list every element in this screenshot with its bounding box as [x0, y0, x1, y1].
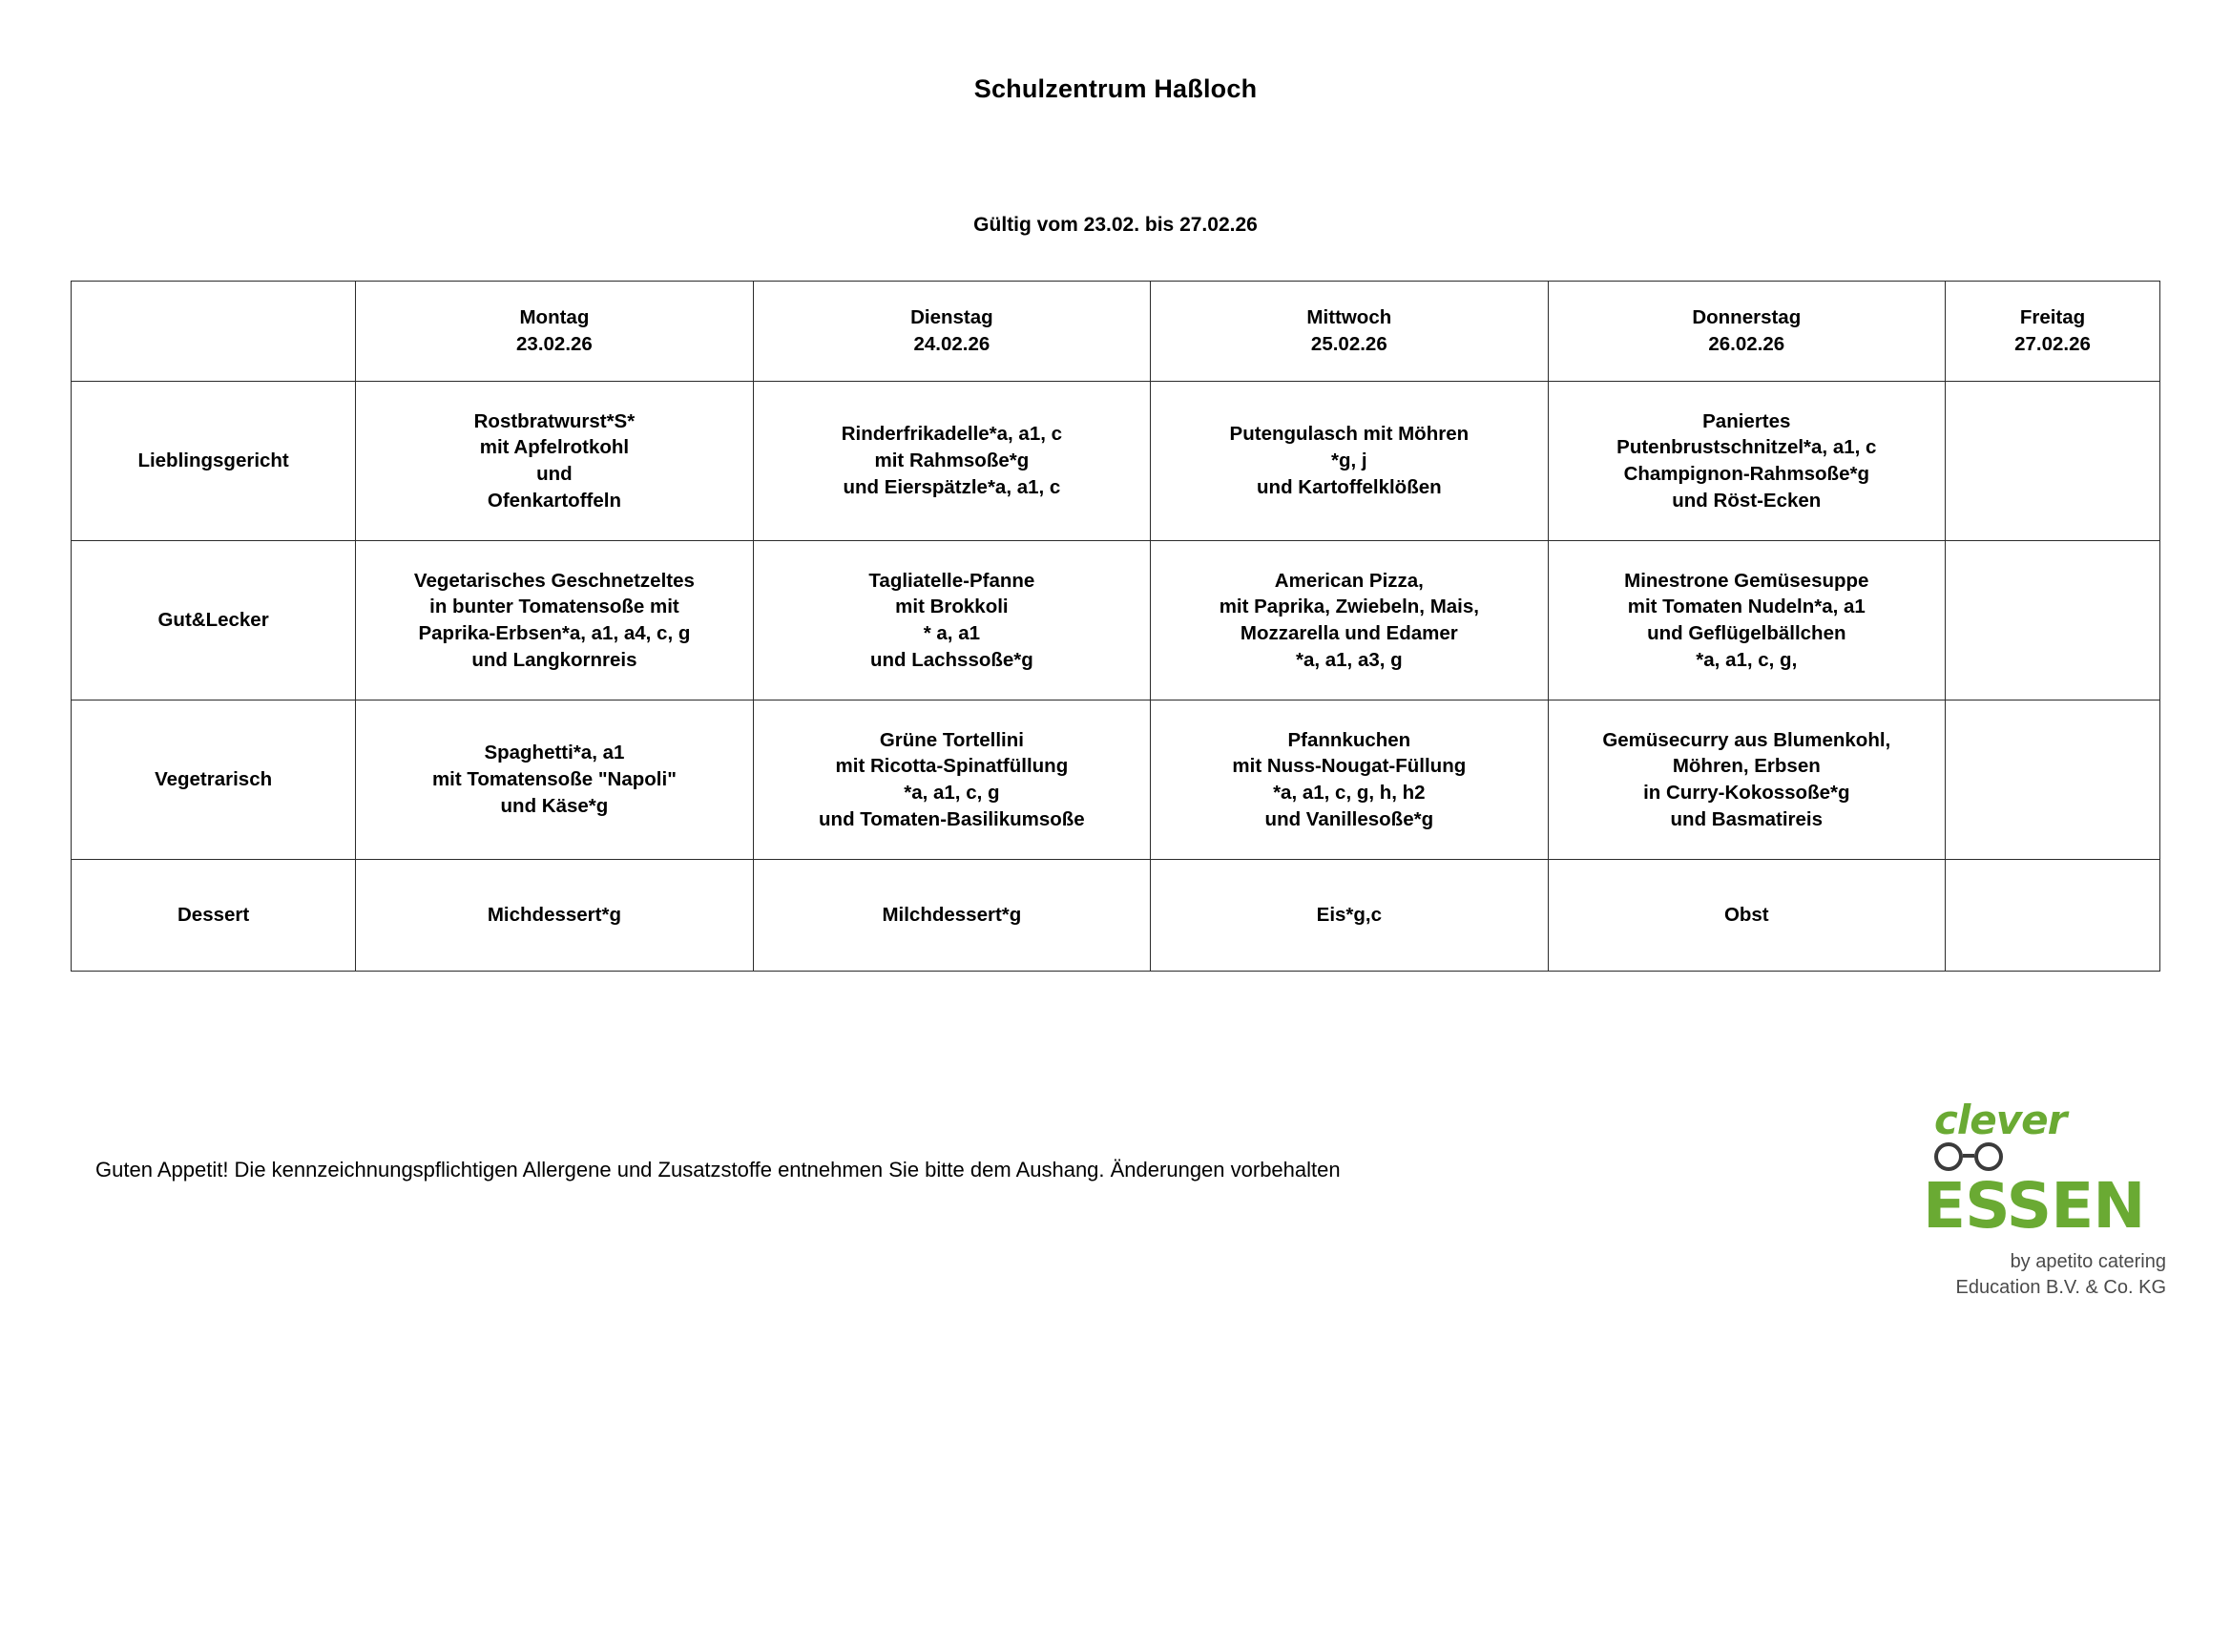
menu-line: Milchdessert*g: [882, 904, 1022, 927]
row-label-gutundlecker: Gut&Lecker: [72, 541, 356, 701]
menu-line: Tagliatelle-Pfanne: [868, 569, 1035, 592]
day-name: Montag: [519, 306, 590, 329]
day-name: Dienstag: [910, 306, 993, 329]
day-date: 24.02.26: [913, 333, 990, 355]
menu-cell-vegetrarisch-freitag: [1946, 701, 2160, 860]
menu-line: und Röst-Ecken: [1672, 489, 1822, 512]
menu-line: und Kartoffelklößen: [1257, 475, 1442, 498]
menu-cell-dessert-mittwoch: [1151, 860, 1548, 972]
logo-subtitle-line2: Education B.V. & Co. KG: [1955, 1277, 2166, 1298]
menu-line: in bunter Tomatensoße mit: [429, 596, 679, 618]
menu-line: und Eierspätzle*a, a1, c: [843, 475, 1061, 498]
menu-line: und Basmatireis: [1670, 807, 1824, 830]
menu-line: mit Nuss-Nougat-Füllung: [1232, 755, 1467, 778]
menu-cell-vegetrarisch-montag: [356, 701, 753, 860]
menu-line: mit Paprika, Zwiebeln, Mais,: [1219, 596, 1479, 618]
menu-line: und Geflügelbällchen: [1647, 622, 1846, 644]
menu-cell-dessert-freitag: [1946, 860, 2160, 972]
page-title: Schulzentrum Haßloch: [973, 74, 1258, 103]
menu-cell-lieblingsgericht-freitag: [1946, 382, 2160, 541]
menu-cell-vegetrarisch-dienstag: [753, 701, 1150, 860]
clever-essen-logo: [1923, 1097, 2166, 1301]
menu-line: Grüne Tortellini: [879, 728, 1024, 751]
menu-line: American Pizza,: [1274, 569, 1424, 592]
row-label-vegetrarisch: Vegetrarisch: [72, 701, 356, 860]
menu-line: und Lachssoße*g: [869, 648, 1033, 671]
menu-line: und Käse*g: [500, 794, 609, 817]
menu-cell-gutundlecker-mittwoch: [1151, 541, 1548, 701]
table-header: [72, 282, 2160, 382]
menu-cell-gutundlecker-montag: [356, 541, 753, 701]
menu-cell-gutundlecker-dienstag: [753, 541, 1150, 701]
menu-cell-gutundlecker-freitag: [1946, 541, 2160, 701]
menu-line: mit Rahmsoße*g: [874, 450, 1030, 472]
menu-line: Spaghetti*a, a1: [484, 742, 625, 764]
menu-line: Vegetarisches Geschnetzeltes: [413, 569, 695, 592]
logo-subtitle-line1: by apetito catering: [2010, 1251, 2166, 1272]
table-row-gutundlecker: [72, 541, 2160, 701]
day-name: Donnerstag: [1692, 306, 1802, 329]
menu-line: und Vanillesoße*g: [1264, 807, 1434, 830]
menu-line: mit Ricotta-Spinatfüllung: [835, 755, 1069, 778]
menu-cell-lieblingsgericht-montag: [356, 382, 753, 541]
menu-line: * a, a1: [923, 622, 981, 644]
table-row-dessert: [72, 860, 2160, 972]
menu-line: Paniertes: [1702, 409, 1791, 432]
day-date: 23.02.26: [516, 333, 593, 355]
table-row-vegetrarisch: [72, 701, 2160, 860]
menu-line: Gemüsecurry aus Blumenkohl,: [1602, 728, 1891, 751]
row-label-dessert: Dessert: [72, 860, 356, 972]
menu-cell-dessert-dienstag: [753, 860, 1150, 972]
weekly-menu-table: [71, 281, 2160, 972]
menu-line: *a, a1, a3, g: [1295, 648, 1403, 671]
day-date: 26.02.26: [1708, 333, 1785, 355]
table-body: [72, 382, 2160, 972]
menu-line: mit Brokkoli: [895, 596, 1009, 618]
day-header-mittwoch: [1151, 282, 1548, 382]
menu-line: in Curry-Kokossoße*g: [1643, 782, 1850, 804]
day-header-donnerstag: [1548, 282, 1945, 382]
menu-cell-vegetrarisch-donnerstag: [1548, 701, 1945, 860]
menu-line: Rinderfrikadelle*a, a1, c: [841, 423, 1063, 446]
menu-cell-lieblingsgericht-donnerstag: [1548, 382, 1945, 541]
menu-line: Rostbratwurst*S*: [473, 409, 636, 432]
glasses-icon: [1929, 1142, 2166, 1175]
menu-line: Obst: [1723, 904, 1769, 927]
validity-period: Gültig vom 23.02. bis 27.02.26: [973, 214, 1258, 236]
table-row-lieblingsgericht: [72, 382, 2160, 541]
day-date: 27.02.26: [2014, 333, 2091, 355]
menu-line: Minestrone Gemüsesuppe: [1624, 569, 1869, 592]
menu-cell-lieblingsgericht-dienstag: [753, 382, 1150, 541]
menu-line: Champignon-Rahmsoße*g: [1623, 463, 1869, 485]
logo-wordmark-essen: ESSEN: [1923, 1169, 2145, 1243]
row-label-lieblingsgericht: Lieblingsgericht: [72, 382, 356, 541]
menu-line: *g, j: [1331, 450, 1367, 472]
menu-cell-gutundlecker-donnerstag: [1548, 541, 1945, 701]
header-row: [72, 282, 2160, 382]
menu-line: Michdessert*g: [487, 904, 621, 927]
menu-line: mit Tomaten Nudeln*a, a1: [1627, 596, 1866, 618]
menu-line: Paprika-Erbsen*a, a1, a4, c, g: [418, 622, 691, 644]
menu-line: *a, a1, c, g,: [1696, 648, 1798, 671]
logo-wordmark-clever: clever: [1934, 1097, 2067, 1143]
day-date: 25.02.26: [1310, 333, 1387, 355]
menu-line: *a, a1, c, g, h, h2: [1273, 782, 1426, 804]
menu-line: und: [536, 463, 573, 485]
menu-line: *a, a1, c, g: [904, 782, 1000, 804]
allergen-footer-note: Guten Appetit! Die kennzeichnungspflichtigen Allergene und Zusatzstoffe entnehmen Sie bitte dem Aushang. Änderungen vorbehalten: [95, 1158, 1341, 1181]
menu-line: Putenbrustschnitzel*a, a1, c: [1616, 436, 1877, 459]
menu-line: Mozzarella und Edamer: [1240, 622, 1458, 644]
menu-line: und Tomaten-Basilikumsoße: [819, 807, 1085, 830]
day-name: Freitag: [2019, 306, 2086, 329]
menu-line: und Langkornreis: [471, 648, 637, 671]
menu-cell-dessert-donnerstag: [1548, 860, 1945, 972]
menu-cell-dessert-montag: [356, 860, 753, 972]
menu-line: Eis*g,c: [1316, 904, 1383, 927]
day-header-montag: [356, 282, 753, 382]
menu-line: mit Apfelrotkohl: [479, 436, 630, 459]
day-name: Mittwoch: [1306, 306, 1392, 329]
menu-line: Putengulasch mit Möhren: [1229, 423, 1470, 446]
menu-page: [0, 74, 2231, 1652]
day-header-dienstag: [753, 282, 1150, 382]
day-header-freitag: [1946, 282, 2160, 382]
corner-cell: [72, 282, 356, 382]
menu-line: Pfannkuchen: [1287, 728, 1411, 751]
menu-cell-lieblingsgericht-mittwoch: [1151, 382, 1548, 541]
menu-cell-vegetrarisch-mittwoch: [1151, 701, 1548, 860]
menu-line: mit Tomatensoße "Napoli": [431, 768, 677, 791]
logo-subtitle: [1923, 1249, 2166, 1301]
menu-line: Ofenkartoffeln: [487, 489, 621, 512]
menu-line: Möhren, Erbsen: [1672, 755, 1821, 778]
